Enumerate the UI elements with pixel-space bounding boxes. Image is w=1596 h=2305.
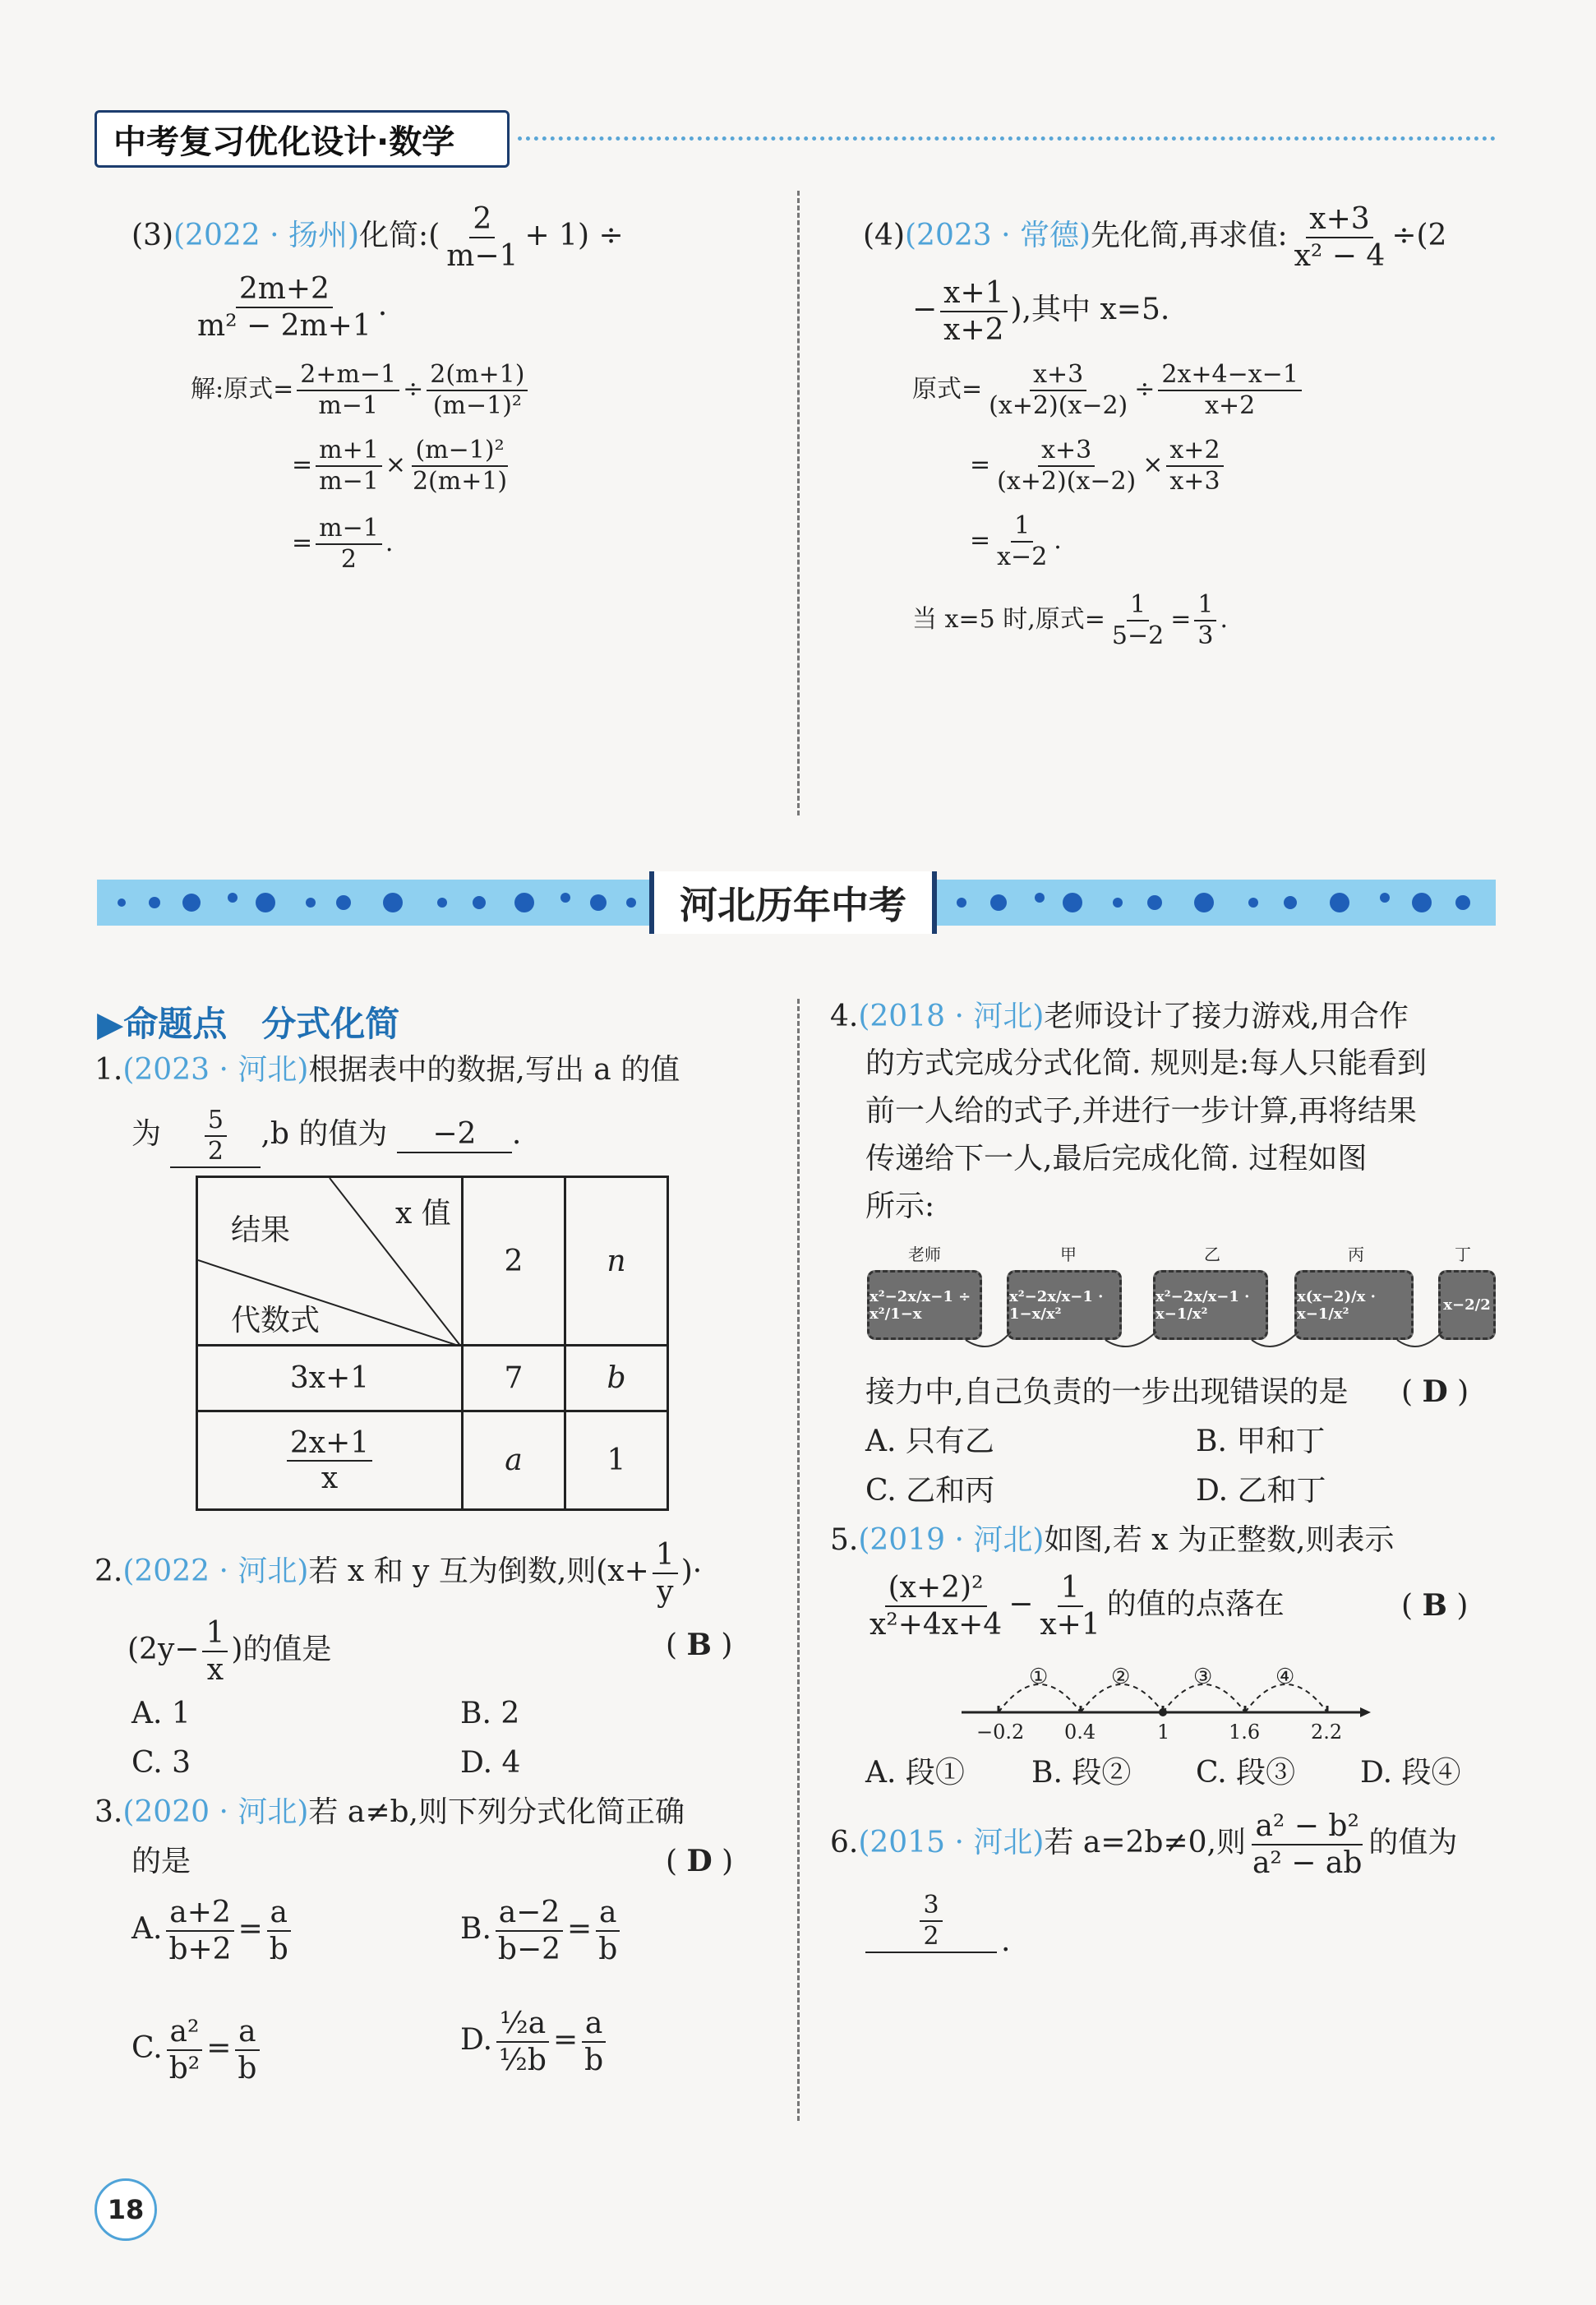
role-ding: 丁 — [1455, 1245, 1471, 1264]
problem-4-stem-2: − $\frac{x+1}{x+2}$ ),其中 x=5. — [912, 276, 1170, 348]
q3-answer: ( D ) — [666, 1844, 734, 1878]
relay-box-bing: x(x−2)/x · x−1/x² — [1294, 1270, 1414, 1340]
q5-answer: ( B ) — [1401, 1588, 1469, 1623]
q4-stem: 4.(2018 · 河北)老师设计了接力游戏,用合作 — [830, 1000, 1409, 1033]
q1-answer-b: −2 — [397, 1116, 512, 1153]
relay-box-ding: x−2/2 — [1438, 1270, 1496, 1340]
table-cell: $\frac{2x+1}{x}$ — [197, 1411, 463, 1510]
tick-label: 0.4 — [1064, 1721, 1096, 1744]
section-band-left — [97, 880, 649, 926]
q3-option-a: A. $\frac{a+2}{b+2}$ = $\frac{a}{b}$ — [131, 1895, 295, 1967]
table-cell: 2 — [463, 1177, 565, 1346]
q4-answer: ( D ) — [1401, 1374, 1469, 1409]
segment-4-label: ④ — [1275, 1665, 1295, 1689]
segment-2-label: ② — [1111, 1665, 1131, 1689]
q2-option-c: C. 3 — [131, 1746, 191, 1780]
table-h-result: 结果 — [231, 1213, 291, 1247]
q4-option-b: B. 甲和丁 — [1196, 1425, 1326, 1458]
q2-stem-2: (2y− $\frac{1}{x}$ )的值是 — [127, 1616, 332, 1688]
column-divider-bottom — [797, 999, 800, 2121]
q4-line-3: 前一人给的式子,并进行一步计算,再将结果 — [865, 1094, 1417, 1128]
segment-1-label: ① — [1029, 1665, 1049, 1689]
q5-stem: 5.(2019 · 河北)如图,若 x 为正整数,则表示 — [830, 1523, 1395, 1557]
q5-option-c: C. 段③ — [1196, 1756, 1296, 1790]
problem-4-solution-1: 原式= $\frac{x+3}{(x+2)(x-2)}$ ÷ $\frac{2x+4-x-1}{x+2}$ — [912, 360, 1305, 421]
header-title: 中考复习优化设计·数学 — [95, 110, 510, 168]
table-cell: 3x+1 — [197, 1346, 463, 1411]
number-line — [945, 1656, 1372, 1747]
section-title: 河北历年中考 — [649, 871, 937, 934]
tick-label: 1 — [1157, 1721, 1170, 1744]
tick-label: −0.2 — [976, 1721, 1025, 1744]
q6-period: . — [1001, 1924, 1011, 1958]
q1-answer-a: $\frac{5}{2}$ — [170, 1106, 261, 1168]
column-divider-top — [797, 191, 800, 815]
q4-line-5: 所示: — [865, 1189, 935, 1223]
tick-label: 1.6 — [1229, 1721, 1261, 1744]
table-cell: n — [565, 1177, 668, 1346]
q2-option-d: D. 4 — [460, 1746, 521, 1780]
problem-4-solution-2: = $\frac{x+3}{(x+2)(x-2)}$ × $\frac{x+2}{x+3}$ — [970, 436, 1227, 497]
table-cell: 1 — [565, 1411, 668, 1510]
q6-answer: $\frac{3}{2}$ — [865, 1891, 997, 1953]
role-yi: 乙 — [1204, 1245, 1220, 1264]
section-band-right — [937, 880, 1496, 926]
q1-table — [196, 1176, 669, 1511]
decorative-dots-left — [97, 880, 649, 926]
q3-option-d: D. $\frac{\text{½a}}{\text{½b}}$ = $\frac{a}{b}$ — [460, 2006, 610, 2078]
table-header-diagonal — [197, 1177, 463, 1346]
q4-line-2: 的方式完成分式化简. 规则是:每人只能看到 — [865, 1046, 1428, 1080]
problem-4-evaluate: 当 x=5 时,原式= $\frac{1}{5-2}$ = $\frac{1}{3}$ . — [912, 590, 1228, 650]
q6-stem: 6.(2015 · 河北)若 a=2b≠0,则 $\frac{\text{a² − b²}}{\text{a² − ab}}$ 的值为 — [830, 1809, 1458, 1881]
role-teacher: 老师 — [908, 1245, 941, 1264]
relay-arrows — [867, 1241, 1500, 1352]
table-h-x: x 值 — [395, 1197, 451, 1231]
relay-box-jia: x²−2x/x−1 · 1−x/x² — [1007, 1270, 1122, 1340]
role-bing: 丙 — [1348, 1245, 1364, 1264]
q5-option-d: D. 段④ — [1360, 1756, 1461, 1790]
point-x-1 — [1159, 1708, 1167, 1716]
q4-option-d: D. 乙和丁 — [1196, 1474, 1326, 1508]
q5-option-b: B. 段② — [1031, 1756, 1132, 1790]
decorative-dots-right — [937, 880, 1496, 926]
problem-4-stem: (4)(2023 · 常德)先化简,再求值: $\frac{x+3}{\text{x² − 4}}$ ÷(2 — [863, 202, 1447, 274]
q2-stem: 2.(2022 · 河北)若 x 和 y 互为倒数,则(x+ $\frac{1}{y}$ )· — [95, 1538, 703, 1610]
q1-stem: 1.(2023 · 河北)根据表中的数据,写出 a 的值 — [95, 1053, 680, 1087]
q5-option-a: A. 段① — [865, 1756, 965, 1790]
relay-box-yi: x²−2x/x−1 · x−1/x² — [1153, 1270, 1268, 1340]
q4-line-4: 传递给下一人,最后完成化简. 过程如图 — [865, 1142, 1368, 1176]
q3-option-b: B. $\frac{a-2}{b-2}$ = $\frac{a}{b}$ — [460, 1895, 624, 1967]
table-cell: a — [463, 1411, 565, 1510]
problem-4-solution-3: = $\frac{1}{x-2}$ . — [970, 511, 1062, 571]
q4-option-c: C. 乙和丙 — [865, 1474, 995, 1508]
q4-option-a: A. 只有乙 — [865, 1425, 994, 1458]
page-number: 18 — [95, 2178, 157, 2241]
problem-3-stem: (3)(2022 · 扬州)化简:( $\frac{2}{m-1}$ + 1) ÷ — [131, 202, 624, 274]
table-h-expr: 代数式 — [231, 1304, 321, 1337]
topic-heading: ▶命题点 分式化简 — [97, 1004, 400, 1044]
table-cell: 7 — [463, 1346, 565, 1411]
role-jia: 甲 — [1060, 1245, 1077, 1264]
q5-expression: $\frac{\text{(x+2)²}}{\text{x²+4x+4}}$ − $\frac{1}{x+1}$ 的值的点落在 — [869, 1571, 1285, 1642]
q2-answer: ( B ) — [666, 1628, 733, 1662]
problem-3-solution-1: 解:原式= $\frac{2+m-1}{m-1}$ ÷ $\frac{2(m+1)}{\text{(m−1)²}}$ — [191, 360, 531, 421]
header-dotted-rule — [518, 136, 1496, 141]
relay-diagram — [867, 1241, 1500, 1348]
relay-box-teacher: x²−2x/x−1 ÷ x²/1−x — [867, 1270, 982, 1340]
q3-option-c: C. $\frac{\text{a²}}{\text{b²}}$ = $\frac{a}{b}$ — [131, 2014, 263, 2086]
q4-question: 接力中,自己负责的一步出现错误的是 — [865, 1375, 1349, 1409]
tick-label: 2.2 — [1311, 1721, 1343, 1744]
q2-option-a: A. 1 — [131, 1697, 191, 1730]
segment-3-label: ③ — [1193, 1665, 1213, 1689]
problem-3-solution-2: = $\frac{m+1}{m-1}$ × $\frac{\text{(m−1)²}}{2(m+1)}$ — [292, 436, 508, 496]
q3-stem-2: 的是 — [131, 1845, 191, 1878]
q3-stem: 3.(2020 · 河北)若 a≠b,则下列分式化简正确 — [95, 1795, 685, 1829]
table-cell: b — [565, 1346, 668, 1411]
problem-3-stem-2: $\frac{2m+2}{\text{m² − 2m+1}}$ . — [197, 272, 388, 344]
q1-stem-2: 为 $\frac{5}{2}$ ,b 的值为 −2 . — [131, 1106, 521, 1168]
q2-option-b: B. 2 — [460, 1697, 520, 1730]
problem-3-solution-3: = $\frac{m-1}{2}$ . — [292, 514, 394, 574]
